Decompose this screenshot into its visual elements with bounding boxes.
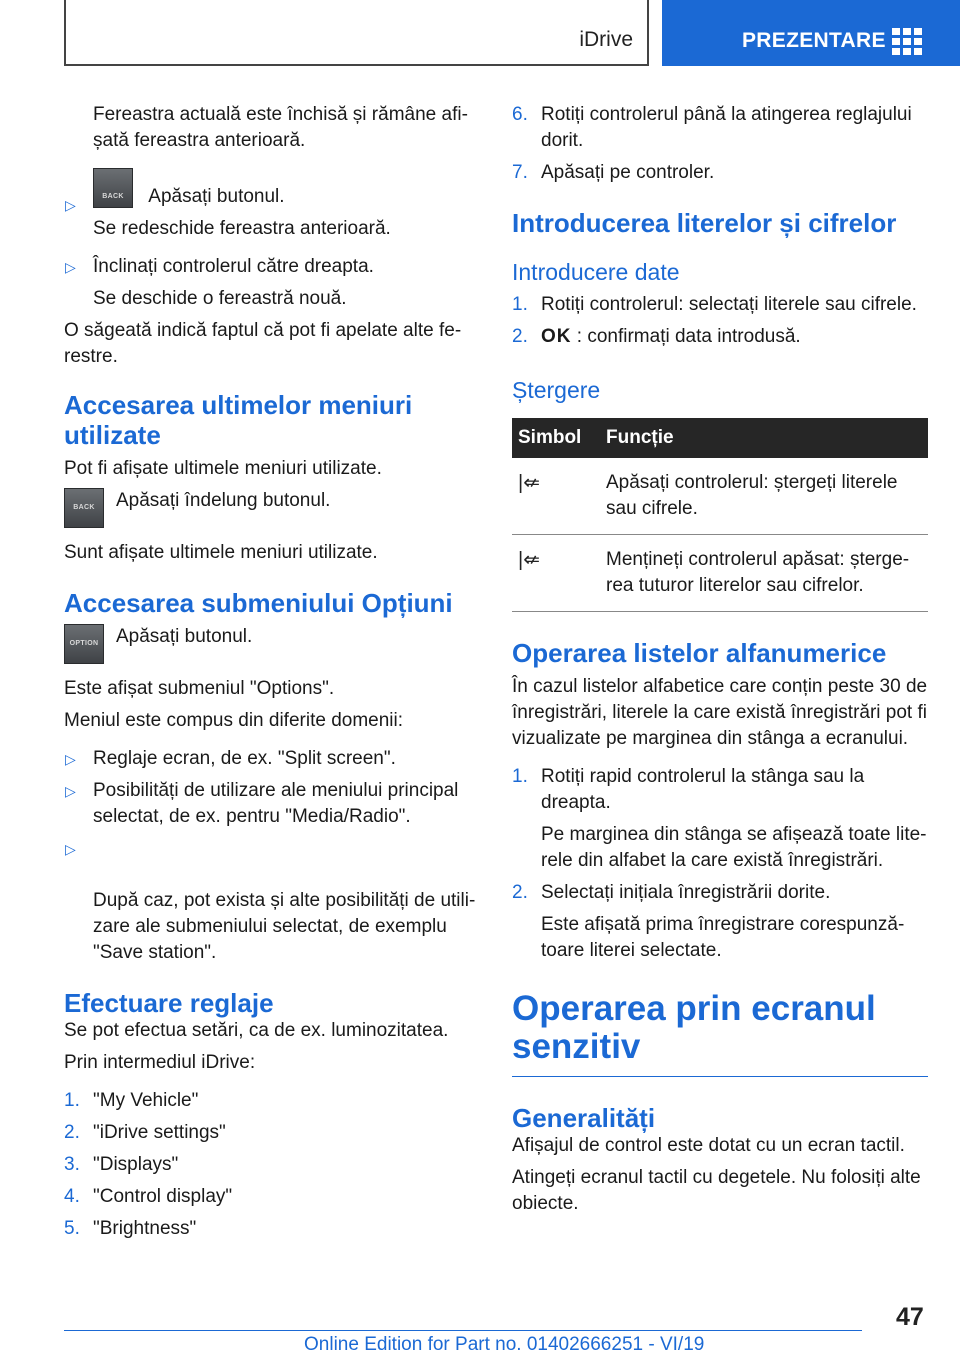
table-row	[512, 458, 928, 535]
triangle-bullet-icon: ▷	[65, 197, 76, 213]
step-text: : confirmați data introdusă.	[576, 326, 801, 347]
section-heading: Efectuare reglaje	[64, 988, 274, 1018]
section-heading: Accesarea submeniului Opțiuni	[64, 588, 453, 618]
heading-divider	[512, 1076, 928, 1077]
chapter-heading: Operarea prin ecranul senzitiv	[512, 989, 876, 1066]
numbered-step	[64, 1088, 476, 1114]
subsection-heading: Introducere date	[512, 259, 680, 285]
symbol-table	[512, 418, 928, 612]
numbered-step	[512, 324, 928, 350]
paragraph: În cazul listelor alfabetice care conțin peste 30 de înregistrări, literele la care există înregistrări pot fi vizualizate pe marginea din stânga a ecranului.	[512, 676, 928, 749]
footer-edition-text: Online Edition for Part no. 01402666251 - VI/19	[304, 1334, 705, 1355]
step-number: 7.	[512, 162, 528, 183]
paragraph: Pot fi afișate ultimele meniuri utilizate.	[64, 458, 382, 479]
list-item	[64, 746, 476, 772]
step-number: 2.	[512, 326, 528, 347]
page-number: 47	[896, 1303, 924, 1331]
left-column	[64, 102, 476, 1242]
paragraph: Este afișat submeniul "Options".	[64, 678, 335, 699]
triangle-bullet-icon: ▷	[65, 259, 76, 275]
section-heading: Accesarea ultimelor meniuri utilizate	[64, 390, 413, 450]
step-text: Rotiți rapid controlerul la stânga sau la dreapta.	[541, 766, 865, 813]
numbered-step	[512, 102, 928, 154]
triangle-bullet-icon: ▷	[65, 841, 76, 857]
numbered-step	[64, 1216, 476, 1242]
paragraph: Prin intermediul iDrive:	[64, 1052, 256, 1073]
step-number: 1.	[64, 1090, 80, 1111]
instruction-text: Apăsați îndelung butonul.	[116, 490, 331, 511]
list-item	[64, 168, 476, 213]
step-text: "Displays"	[93, 1154, 179, 1175]
step-text: Selectați inițiala înregistrării dorite.	[541, 882, 831, 903]
paragraph: Atingeți ecranul tactil cu degetele. Nu folosiți alte obiecte.	[512, 1167, 921, 1214]
section-heading: Operarea listelor alfanumerice	[512, 638, 887, 668]
numbered-step	[512, 160, 928, 186]
step-number: 1.	[512, 294, 528, 315]
numbered-step	[512, 292, 928, 318]
step-number: 3.	[64, 1154, 80, 1175]
paragraph: Afișajul de control este dotat cu un ecran tactil.	[512, 1135, 905, 1156]
numbered-step	[64, 1120, 476, 1146]
numbered-step	[512, 880, 928, 906]
header-left-box	[64, 0, 649, 66]
paragraph: Meniul este compus din diferite domenii:	[64, 710, 404, 731]
back-button-icon: BACK	[93, 168, 133, 208]
paragraph: Fereastra actuală este închisă și rămâne afi- șată fereastra anterioară.	[93, 104, 468, 151]
step-text: "Brightness"	[93, 1218, 197, 1239]
option-button-icon: OPTION	[64, 624, 104, 664]
table-row	[512, 535, 928, 612]
step-text: Rotiți controlerul: selectați literele sau cifrele.	[541, 294, 917, 315]
numbered-step	[512, 764, 928, 816]
paragraph: Se pot efectua setări, ca de ex. luminozitatea.	[64, 1020, 449, 1041]
back-button-icon: BACK	[64, 488, 104, 528]
delete-left-icon: |⇍	[512, 458, 600, 535]
subsection-heading: Ștergere	[512, 377, 601, 403]
step-result: Pe marginea din stânga se afișează toate lite- rele din alfabet la care există înregistrări.	[541, 824, 927, 871]
step-text: "iDrive settings"	[93, 1122, 226, 1143]
header-chapter-title: PREZENTARE	[742, 29, 886, 52]
step-number: 5.	[64, 1218, 80, 1239]
table-header-row	[512, 418, 928, 458]
table-header: Funcție	[600, 418, 928, 458]
section-heading: Generalități	[512, 1103, 656, 1133]
numbered-step	[64, 1184, 476, 1210]
paragraph: Se deschide o fereastră nouă.	[93, 288, 347, 309]
icon-instruction	[64, 488, 476, 528]
right-column	[512, 102, 928, 1217]
list-item-text: Posibilități de utilizare ale meniului principal selectat, de ex. pentru "Media/Radio".	[93, 780, 459, 827]
icon-instruction	[64, 624, 476, 664]
table-cell: Apăsați controlerul: ștergeți literele sau cifrele.	[600, 458, 928, 535]
triangle-bullet-icon: ▷	[65, 783, 76, 799]
list-item	[64, 836, 476, 966]
list-item	[64, 778, 476, 830]
step-number: 1.	[512, 766, 528, 787]
triangle-bullet-icon: ▷	[65, 751, 76, 767]
grid-menu-icon	[892, 28, 922, 54]
step-text: Rotiți controlerul până la atingerea reglajului dorit.	[541, 104, 912, 151]
list-item	[64, 254, 476, 280]
step-result: Este afișată prima înregistrare corespunză- toare literei selectate.	[541, 914, 905, 961]
step-number: 4.	[64, 1186, 80, 1207]
instruction-text: Apăsați butonul.	[116, 626, 253, 647]
paragraph: O săgeată indică faptul că pot fi apelate alte fe- restre.	[64, 320, 462, 367]
step-text: "My Vehicle"	[93, 1090, 199, 1111]
table-header: Simbol	[512, 418, 600, 458]
list-item-text: Reglaje ecran, de ex. "Split screen".	[93, 748, 396, 769]
step-number: 6.	[512, 104, 528, 125]
table-cell: Mențineți controlerul apăsat: șterge- rea tuturor literelor sau cifrelor.	[600, 535, 928, 612]
step-number: 2.	[64, 1122, 80, 1143]
paragraph: Sunt afișate ultimele meniuri utilizate.	[64, 542, 378, 563]
footer-divider	[64, 1330, 862, 1331]
step-text: Apăsați pe controler.	[541, 162, 715, 183]
step-text: "Control display"	[93, 1186, 233, 1207]
list-item-text: Apăsați butonul.	[148, 186, 285, 207]
step-number: 2.	[512, 882, 528, 903]
delete-left-icon: |⇍	[512, 535, 600, 612]
list-item-text: După caz, pot exista și alte posibilități de utili- zare ale submeniului selectat, de exemplu "Save station".	[93, 890, 476, 963]
numbered-step	[64, 1152, 476, 1178]
header-section-title: iDrive	[579, 28, 633, 51]
list-item-text: Înclinați controlerul către dreapta.	[93, 256, 374, 277]
ok-icon: OK	[541, 326, 572, 347]
header-chapter-tab[interactable]	[662, 0, 960, 66]
section-heading: Introducerea literelor și cifrelor	[512, 208, 897, 238]
paragraph: Se redeschide fereastra anterioară.	[93, 218, 391, 239]
